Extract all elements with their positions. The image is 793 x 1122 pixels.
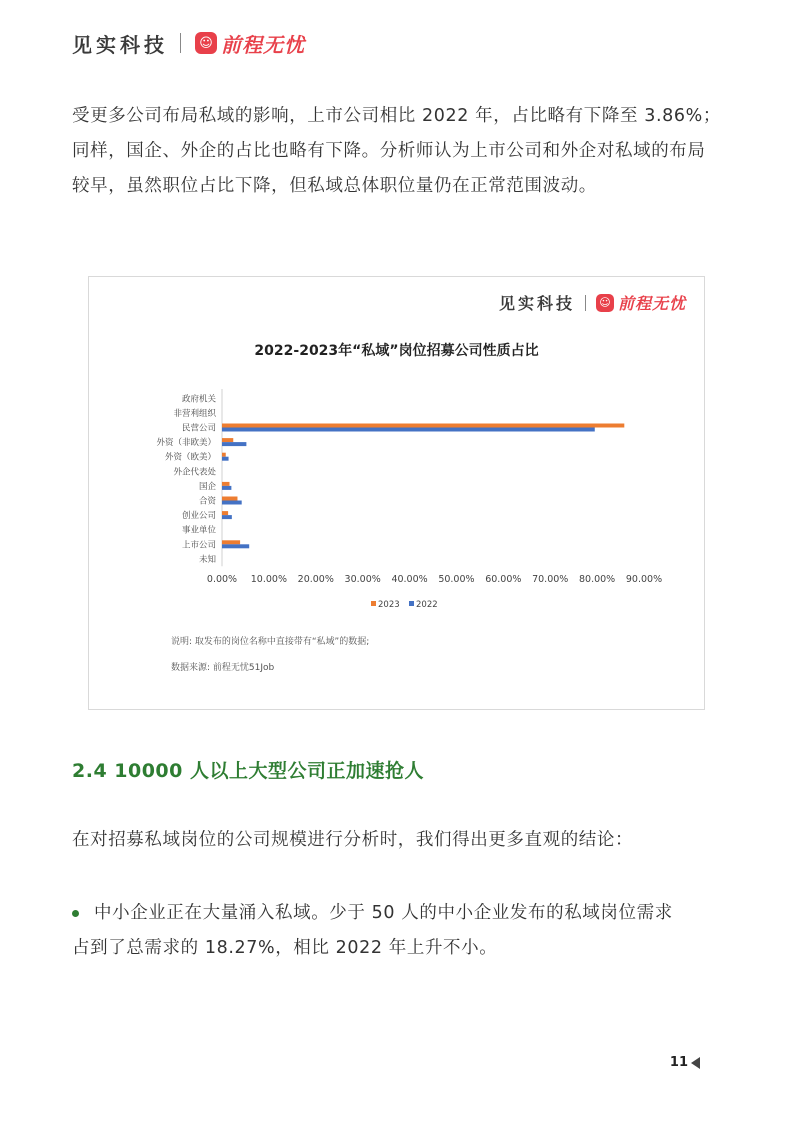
category-label: 国企 (198, 481, 216, 492)
x-tick-label: 20.00% (297, 574, 334, 585)
category-label: 未知 (198, 554, 216, 565)
category-label: 外企代表处 (173, 467, 216, 478)
chart-partner-text: 前程无忧 (617, 294, 686, 313)
x-tick-label: 0.00% (206, 574, 238, 585)
header-divider (180, 33, 181, 53)
brand-logo-text: 见实科技 (72, 32, 168, 57)
category-label: 创业公司 (181, 511, 216, 522)
chart-source: 数据来源: 前程无忧51Job (171, 663, 275, 673)
category-label: 非营利组织 (173, 408, 216, 419)
bar-2022 (222, 515, 232, 519)
chart-brand-text: 见实科技 (498, 294, 575, 313)
bar-2022 (222, 501, 242, 505)
bullet-dot-icon (72, 910, 79, 917)
bar-2022 (222, 428, 595, 432)
bar-2022 (222, 457, 229, 461)
analysis-paragraph: 在对招募私域岗位的公司规模进行分析时，我们得出更多直观的结论： (72, 830, 634, 850)
chart-partner-logo-icon: ☺ (596, 294, 614, 312)
x-tick-label: 10.00% (250, 574, 288, 585)
category-label: 政府机关 (181, 394, 216, 405)
x-tick-label: 60.00% (485, 574, 522, 585)
bar-2022 (222, 486, 231, 490)
category-label: 外资（欧美） (164, 452, 216, 463)
intro-paragraph: 受更多公司布局私域的影响，上市公司相比 2022 年，占比略有下降至 3.86%；同样，国企、外企的占比也略有下降。分析师认为上市公司和外企对私域的布局较早，虽然职位占比下降，但私域总体职位量仍在正常范围波动。 (72, 106, 721, 196)
bar-2023 (222, 453, 226, 457)
bar-2022 (222, 442, 246, 446)
x-tick-label: 40.00% (391, 574, 428, 585)
bar-2023 (222, 540, 240, 544)
chart-title: 2022-2023年“私域”岗位招募公司性质占比 (254, 343, 539, 359)
legend-label-2022: 2022 (416, 600, 438, 610)
bar-2023 (222, 511, 228, 515)
chart-figure (88, 276, 705, 710)
partner-logo-text: 前程无忧 (221, 32, 305, 57)
bar-2023 (222, 424, 624, 428)
legend-label-2023: 2023 (378, 600, 400, 610)
category-label: 合资 (198, 496, 216, 507)
bullet-item (72, 896, 732, 966)
page-arrow-icon (691, 1057, 700, 1069)
partner-logo-icon: ☺ (195, 32, 217, 54)
bar-2022 (222, 544, 249, 548)
bar-2023 (222, 438, 233, 442)
bullet-line-1: 中小企业正在大量涌入私域。少于 50 人的中小企业发布的私域岗位需求 (94, 903, 673, 923)
legend-swatch-2023 (371, 601, 376, 606)
x-tick-label: 90.00% (625, 574, 663, 585)
category-label: 民营公司 (181, 423, 216, 434)
section-title: 2.4 10000 人以上大型公司正加速抢人 (72, 760, 424, 782)
bar-2023 (222, 497, 237, 501)
x-tick-label: 50.00% (438, 574, 475, 585)
page-header (72, 28, 305, 58)
legend-swatch-2022 (409, 601, 414, 606)
page-number-text: 11 (669, 1055, 688, 1070)
chart-note: 说明: 取发布的岗位名称中直接带有“私域”的数据; (171, 637, 370, 647)
x-tick-label: 70.00% (532, 574, 569, 585)
category-label: 事业单位 (181, 525, 216, 536)
bullet-line-2: 占到了总需求的 18.27%，相比 2022 年上升不小。 (72, 938, 498, 958)
x-tick-label: 80.00% (578, 574, 616, 585)
category-label: 上市公司 (181, 540, 216, 551)
category-label: 外资（非欧美） (156, 438, 216, 449)
x-tick-label: 30.00% (344, 574, 381, 585)
bar-2023 (222, 482, 230, 486)
page-number (670, 1055, 700, 1070)
